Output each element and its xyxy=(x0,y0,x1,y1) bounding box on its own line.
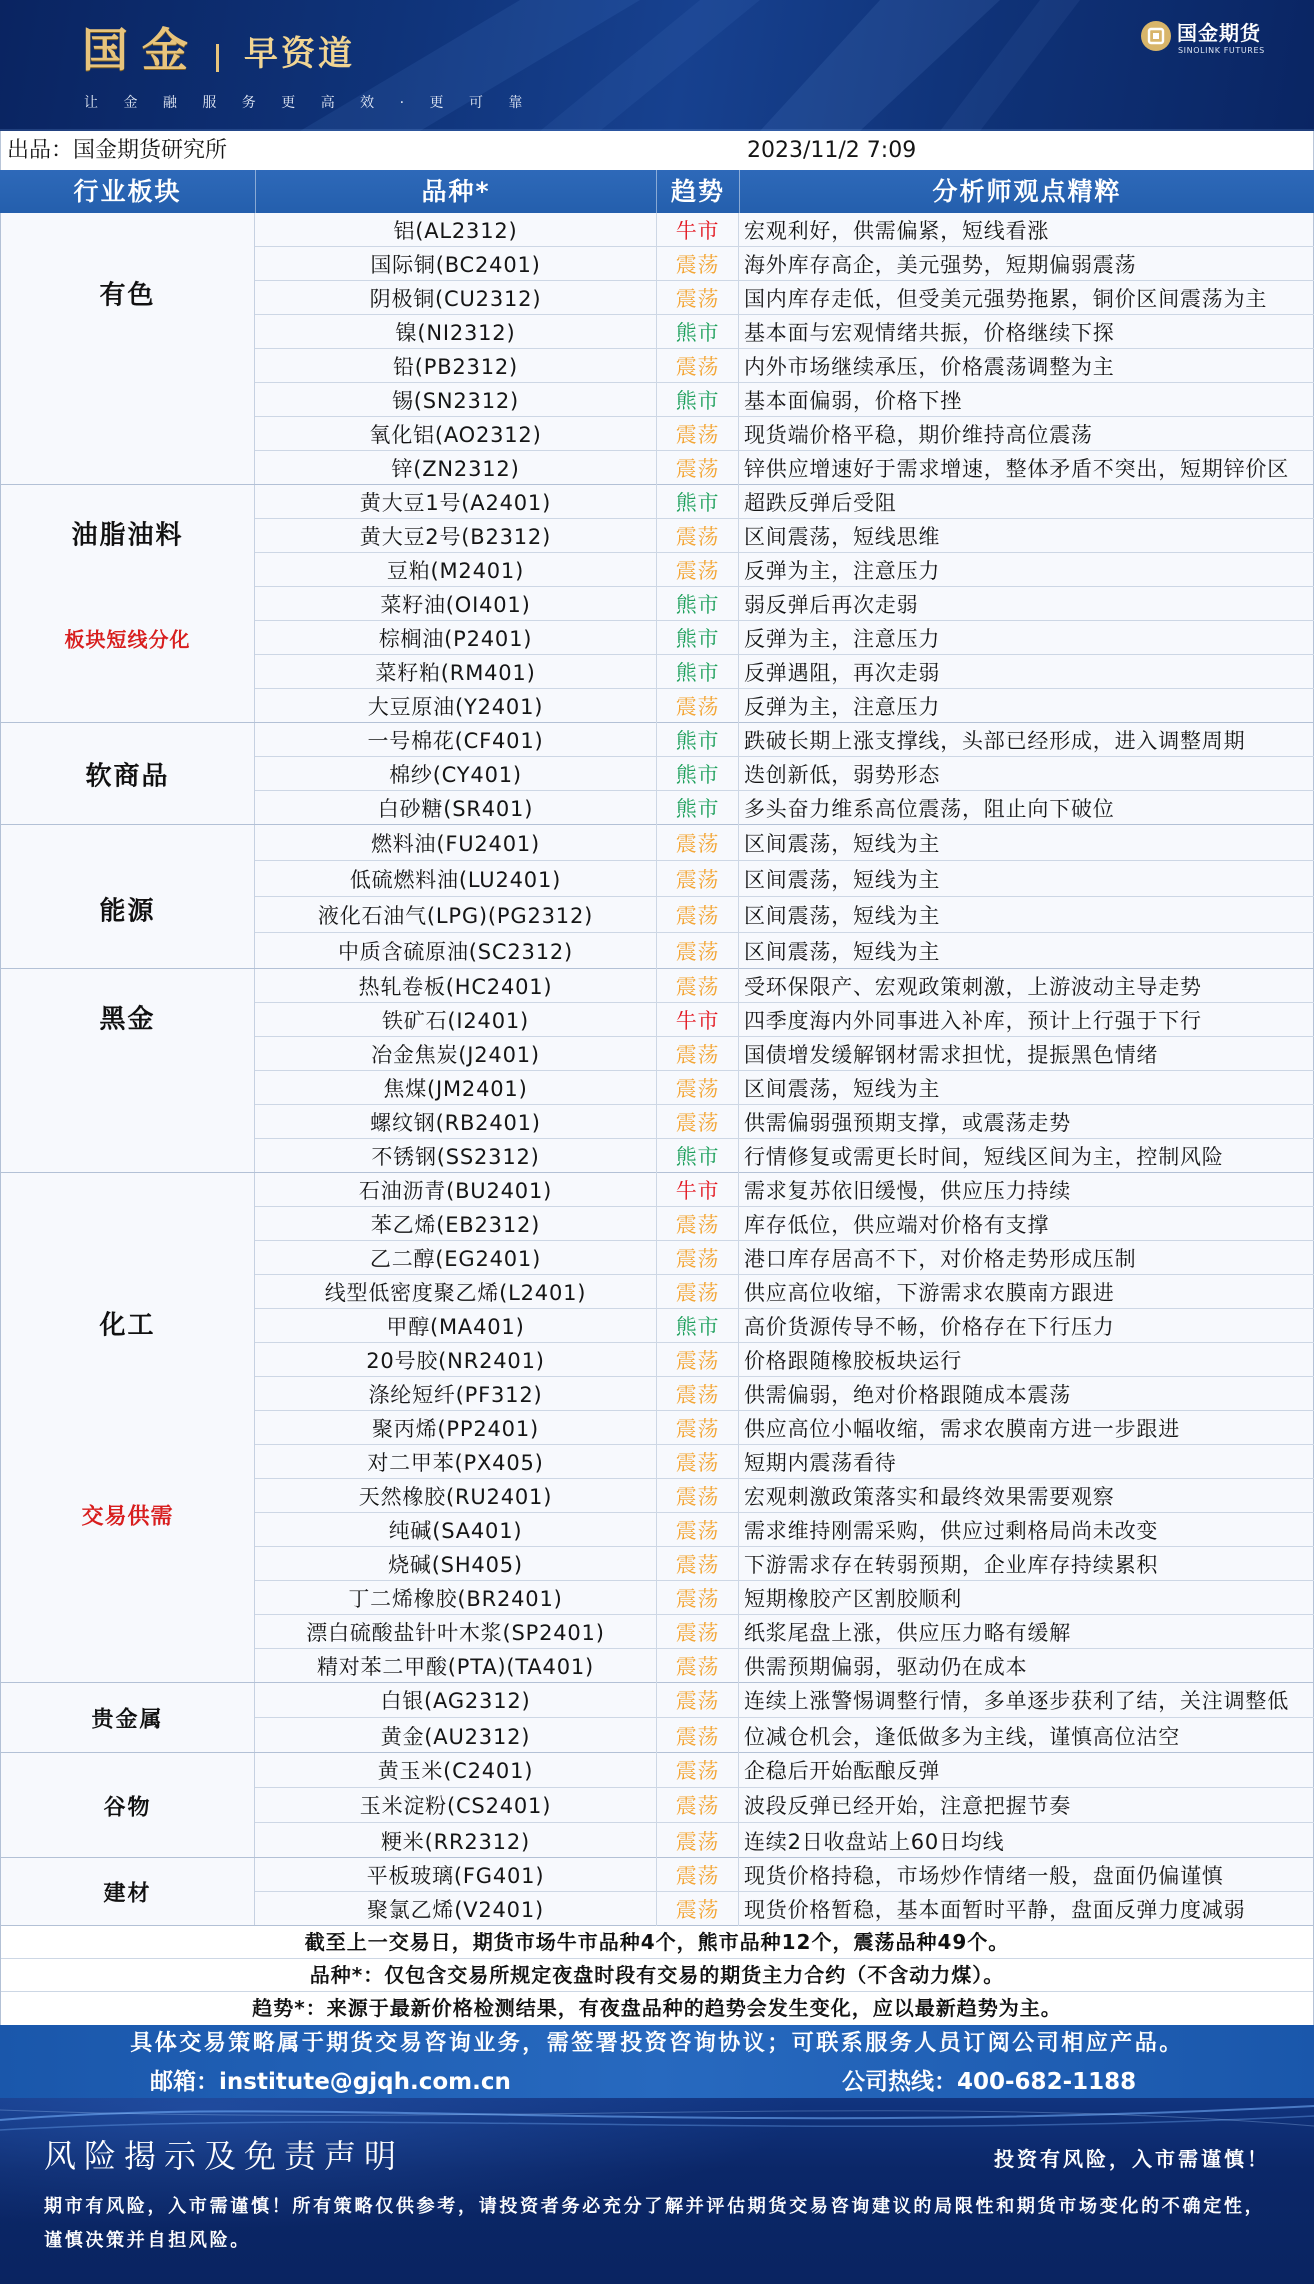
analyst-view-cell: 国内库存走低，但受美元强势拖累，铜价区间震荡为主 xyxy=(739,281,1314,314)
table-row xyxy=(255,861,1314,897)
publish-datetime: 2023/11/2 7:09 xyxy=(747,138,917,163)
table-row xyxy=(255,1615,1314,1649)
product-cell: 锡(SN2312) xyxy=(391,388,520,413)
product-cell: 白砂糖(SR401) xyxy=(377,797,534,821)
trend-cell: 熊市 xyxy=(656,485,739,518)
sector-group xyxy=(0,213,1314,485)
analyst-view-cell: 基本面与宏观情绪共振，价格继续下探 xyxy=(739,315,1314,348)
analyst-view-cell: 行情修复或需更长时间，短线区间为主，控制风险 xyxy=(739,1139,1314,1173)
sector-name: 软商品 xyxy=(85,761,170,792)
table-row xyxy=(255,1411,1314,1445)
table-row xyxy=(255,1547,1314,1581)
table-row xyxy=(255,1241,1314,1275)
sector-note: 板块短线分化 xyxy=(64,627,191,652)
analyst-view-cell: 反弹为主，注意压力 xyxy=(739,553,1314,586)
sinolink-emblem-icon xyxy=(1140,20,1172,52)
trend-cell: 震荡 xyxy=(656,1858,739,1891)
trend-cell: 震荡 xyxy=(656,1071,739,1104)
trend-cell: 震荡 xyxy=(656,861,739,896)
sector-name: 谷物 xyxy=(103,1795,152,1821)
analyst-view-cell: 位减仓机会，逢低做多为主线，谨慎高位沽空 xyxy=(739,1718,1314,1753)
sector-group xyxy=(0,1753,1314,1858)
analyst-view-cell: 连续上涨警惕调整行情，多单逐步获利了结，关注调整低 xyxy=(739,1683,1314,1717)
sector-cell xyxy=(0,1858,255,1925)
trend-cell: 震荡 xyxy=(656,247,739,280)
table-row xyxy=(255,791,1314,825)
trend-cell: 震荡 xyxy=(656,1547,739,1580)
disclaimer-title: 风险揭示及免责声明 xyxy=(44,2137,405,2175)
analyst-view-cell: 海外库存高企，美元强势，短期偏弱震荡 xyxy=(739,247,1314,280)
table-row xyxy=(255,655,1314,689)
sector-group xyxy=(0,723,1314,825)
sector-rows xyxy=(255,723,1314,825)
product-cell: 棉纱(CY401) xyxy=(389,762,522,787)
product-cell: 石油沥青(BU2401) xyxy=(358,1178,553,1203)
analyst-view-cell: 库存低位，供应端对价格有支撑 xyxy=(739,1207,1314,1240)
analyst-view-cell: 连续2日收盘站上60日均线 xyxy=(739,1823,1314,1858)
brand-mark: 国金 xyxy=(82,23,202,77)
product-cell: 国际铜(BC2401) xyxy=(370,252,541,277)
sector-cell xyxy=(0,969,255,1172)
disclaimer-text: 谨慎决策并自担风险。 xyxy=(44,2230,251,2251)
company-name: 国金期货 xyxy=(1177,21,1261,45)
sector-rows xyxy=(255,1753,1314,1858)
column-header-view: 分析师观点精粹 xyxy=(739,170,1314,213)
column-header-product: 品种* xyxy=(255,170,656,213)
trend-cell: 震荡 xyxy=(656,933,739,969)
table-row xyxy=(255,1581,1314,1615)
table-row xyxy=(255,689,1314,723)
product-cell: 精对苯二甲酸(PTA)(TA401) xyxy=(316,1655,595,1679)
table-row xyxy=(255,281,1314,315)
product-footnote: 品种*：仅包含交易所规定夜盘时段有交易的期货主力合约（不含动力煤）。 xyxy=(1,1959,1313,1992)
analyst-view-cell: 区间震荡，短线为主 xyxy=(739,933,1314,969)
analyst-view-cell: 区间震荡，短线为主 xyxy=(739,1071,1314,1104)
product-cell: 不锈钢(SS2312) xyxy=(371,1145,540,1169)
product-cell: 冶金焦炭(J2401) xyxy=(371,1042,540,1067)
analyst-view-cell: 高价货源传导不畅，价格存在下行压力 xyxy=(739,1309,1314,1342)
sector-group xyxy=(0,969,1314,1173)
analyst-view-cell: 现货价格暂稳，基本面暂时平静，盘面反弹力度减弱 xyxy=(739,1892,1314,1926)
trend-cell: 熊市 xyxy=(656,383,739,416)
product-cell: 大豆原油(Y2401) xyxy=(367,695,544,719)
product-cell: 焦煤(JM2401) xyxy=(383,1076,528,1101)
trend-cell: 震荡 xyxy=(656,1513,739,1546)
sector-cell xyxy=(0,1753,255,1857)
analyst-view-cell: 需求维持刚需采购，供应过剩格局尚未改变 xyxy=(739,1513,1314,1546)
table-row xyxy=(255,1513,1314,1547)
table-row xyxy=(255,1309,1314,1343)
trend-cell: 震荡 xyxy=(656,1892,739,1926)
analyst-view-cell: 超跌反弹后受阻 xyxy=(739,485,1314,518)
product-cell: 菜籽粕(RM401) xyxy=(375,660,536,685)
product-cell: 液化石油气(LPG)(PG2312) xyxy=(317,903,594,928)
product-cell: 聚丙烯(PP2401) xyxy=(372,1416,539,1441)
product-cell: 锌(ZN2312) xyxy=(391,457,520,481)
product-cell: 热轧卷板(HC2401) xyxy=(358,974,553,999)
product-cell: 玉米淀粉(CS2401) xyxy=(359,1794,552,1818)
trend-cell: 震荡 xyxy=(656,553,739,586)
product-cell: 乙二醇(EG2401) xyxy=(369,1246,542,1271)
table-row xyxy=(255,1649,1314,1683)
trend-cell: 震荡 xyxy=(656,1479,739,1512)
table-row xyxy=(255,383,1314,417)
sector-cell xyxy=(0,1173,255,1682)
sector-rows xyxy=(255,1683,1314,1753)
analyst-view-cell: 多头奋力维系高位震荡，阻止向下破位 xyxy=(739,791,1314,825)
analyst-view-cell: 区间震荡，短线为主 xyxy=(739,861,1314,896)
product-cell: 低硫燃料油(LU2401) xyxy=(349,867,562,892)
analyst-view-cell: 港口库存居高不下，对价格走势形成压制 xyxy=(739,1241,1314,1274)
table-row xyxy=(255,1275,1314,1309)
analyst-view-cell: 供需偏弱强预期支撑，或震荡走势 xyxy=(739,1105,1314,1138)
trend-cell: 熊市 xyxy=(656,621,739,654)
trend-cell: 熊市 xyxy=(656,315,739,348)
disclaimer-text: 期市有风险，入市需谨慎！所有策略仅供参考，请投资者务必充分了解并评估期货交易咨询建议的局限性和期货市场变化的不确定性， xyxy=(44,2196,1266,2217)
analyst-view-cell: 供应高位收缩，下游需求农膜南方跟进 xyxy=(739,1275,1314,1308)
product-cell: 黄大豆1号(A2401) xyxy=(359,490,552,515)
product-cell: 中质含硫原油(SC2312) xyxy=(337,940,574,964)
table-row xyxy=(255,1892,1314,1926)
risk-disclaimer-footer xyxy=(0,2098,1314,2284)
sector-name: 建材 xyxy=(103,1881,152,1907)
table-row xyxy=(255,1788,1314,1823)
product-cell: 豆粕(M2401) xyxy=(386,558,525,583)
product-cell: 铁矿石(I2401) xyxy=(381,1008,530,1033)
analyst-view-cell: 纸浆尾盘上涨，供应压力略有缓解 xyxy=(739,1615,1314,1648)
table-row xyxy=(255,757,1314,791)
analyst-view-cell: 反弹为主，注意压力 xyxy=(739,621,1314,654)
trend-cell: 震荡 xyxy=(656,825,739,860)
trend-cell: 震荡 xyxy=(656,1275,739,1308)
analyst-view-cell: 需求复苏依旧缓慢，供应压力持续 xyxy=(739,1173,1314,1206)
product-cell: 丁二烯橡胶(BR2401) xyxy=(348,1586,563,1611)
market-count-summary: 截至上一交易日，期货市场牛市品种4个，熊市品种12个，震荡品种49个。 xyxy=(1,1926,1313,1959)
product-cell: 天然橡胶(RU2401) xyxy=(358,1484,553,1509)
table-row xyxy=(255,451,1314,485)
product-cell: 漂白硫酸盐针叶木浆(SP2401) xyxy=(306,1620,605,1645)
product-cell: 铝(AL2312) xyxy=(393,218,518,243)
product-cell: 一号棉花(CF401) xyxy=(367,728,544,753)
table-row xyxy=(255,1718,1314,1753)
table-row xyxy=(255,315,1314,349)
product-cell: 白银(AG2312) xyxy=(380,1689,531,1713)
product-cell: 涤纶短纤(PF312) xyxy=(368,1382,543,1407)
analyst-view-cell: 四季度海内外同事进入补库，预计上行强于下行 xyxy=(739,1003,1314,1036)
product-cell: 甲醇(MA401) xyxy=(386,1314,525,1339)
trend-cell: 震荡 xyxy=(656,1649,739,1683)
analyst-view-cell: 下游需求存在转弱预期，企业库存持续累积 xyxy=(739,1547,1314,1580)
product-cell: 阴极铜(CU2312) xyxy=(369,286,542,311)
trend-cell: 熊市 xyxy=(656,723,739,756)
tagline: 让 金 融 服 务 更 高 效 · 更 可 靠 xyxy=(84,95,533,111)
sector-name: 油脂油料 xyxy=(71,520,184,551)
sector-rows xyxy=(255,825,1314,969)
header-banner xyxy=(0,0,1314,131)
trend-cell: 熊市 xyxy=(656,757,739,790)
table-row xyxy=(255,1858,1314,1892)
company-name-en: SINOLINK FUTURES xyxy=(1178,46,1265,55)
trend-cell: 震荡 xyxy=(656,1105,739,1138)
table-row xyxy=(255,1823,1314,1858)
table-header xyxy=(0,170,1314,213)
trend-cell: 震荡 xyxy=(656,1683,739,1717)
product-cell: 聚氯乙烯(V2401) xyxy=(367,1898,544,1922)
table-row xyxy=(255,621,1314,655)
table-row xyxy=(255,1071,1314,1105)
trend-cell: 震荡 xyxy=(656,1207,739,1240)
analyst-view-cell: 反弹遇阻，再次走弱 xyxy=(739,655,1314,688)
analyst-view-cell: 短期内震荡看待 xyxy=(739,1445,1314,1478)
analyst-view-cell: 现货价格持稳，市场炒作情绪一般，盘面仍偏谨慎 xyxy=(739,1858,1314,1891)
table-row xyxy=(255,1445,1314,1479)
product-cell: 菜籽油(OI401) xyxy=(380,592,531,617)
brand-name: 早资道 xyxy=(244,34,355,74)
table-row xyxy=(255,1003,1314,1037)
trend-cell: 震荡 xyxy=(656,1445,739,1478)
trend-cell: 震荡 xyxy=(656,969,739,1002)
analyst-view-cell: 基本面偏弱，价格下挫 xyxy=(739,383,1314,416)
trend-cell: 震荡 xyxy=(656,897,739,932)
analyst-view-cell: 国债增发缓解钢材需求担忧，提振黑色情绪 xyxy=(739,1037,1314,1070)
analyst-view-cell: 短期橡胶产区割胶顺利 xyxy=(739,1581,1314,1614)
trend-cell: 震荡 xyxy=(656,1788,739,1822)
product-cell: 黄大豆2号(B2312) xyxy=(359,524,552,549)
table-row xyxy=(255,1683,1314,1718)
sector-group xyxy=(0,1683,1314,1753)
sector-name: 有色 xyxy=(99,280,156,311)
trend-cell: 牛市 xyxy=(656,213,739,246)
table-row xyxy=(255,1037,1314,1071)
analyst-view-cell: 内外市场继续承压，价格震荡调整为主 xyxy=(739,349,1314,382)
analyst-view-cell: 迭创新低，弱势形态 xyxy=(739,757,1314,790)
analyst-view-cell: 现货端价格平稳，期价维持高位震荡 xyxy=(739,417,1314,450)
analyst-view-cell: 供需偏弱，绝对价格跟随成本震荡 xyxy=(739,1377,1314,1410)
product-cell: 氧化铝(AO2312) xyxy=(369,422,542,447)
column-header-sector: 行业板块 xyxy=(73,177,182,206)
analyst-view-cell: 区间震荡，短线为主 xyxy=(739,897,1314,932)
table-row xyxy=(255,1105,1314,1139)
trend-cell: 震荡 xyxy=(656,1615,739,1648)
trend-cell: 震荡 xyxy=(656,689,739,723)
trend-cell: 牛市 xyxy=(656,1003,739,1036)
sector-rows xyxy=(255,485,1314,723)
sector-note: 交易供需 xyxy=(81,1504,174,1530)
trend-cell: 熊市 xyxy=(656,1309,739,1342)
analyst-view-cell: 价格跟随橡胶板块运行 xyxy=(739,1343,1314,1376)
trend-cell: 震荡 xyxy=(656,281,739,314)
contact-hotline: 公司热线：400-682-1188 xyxy=(842,2069,1137,2095)
analyst-view-cell: 供应高位小幅收缩，需求农膜南方进一步跟进 xyxy=(739,1411,1314,1444)
sector-name: 能源 xyxy=(99,896,156,927)
producer-label: 出品：国金期货研究所 xyxy=(7,138,228,163)
analyst-view-cell: 宏观利好，供需偏紧，短线看涨 xyxy=(739,213,1314,246)
sector-name: 化工 xyxy=(99,1310,156,1341)
info-row xyxy=(0,131,1314,170)
table-row xyxy=(255,1377,1314,1411)
product-cell: 线型低密度聚乙烯(L2401) xyxy=(324,1280,587,1305)
analyst-view-cell: 供需预期偏弱，驱动仍在成本 xyxy=(739,1649,1314,1683)
sector-cell xyxy=(0,723,255,824)
product-cell: 棕榈油(P2401) xyxy=(378,626,533,651)
sector-group xyxy=(0,825,1314,969)
light-arcs-decoration xyxy=(0,2098,1314,2284)
sector-group xyxy=(0,1173,1314,1683)
trend-cell: 震荡 xyxy=(656,1037,739,1070)
sector-rows xyxy=(255,1858,1314,1926)
table-row xyxy=(255,553,1314,587)
sector-rows xyxy=(255,213,1314,485)
sector-group xyxy=(0,1858,1314,1926)
trend-cell: 震荡 xyxy=(656,417,739,450)
risk-slogan: 投资有风险，入市需谨慎！ xyxy=(994,2147,1270,2171)
analyst-view-cell: 区间震荡，短线为主 xyxy=(739,825,1314,860)
product-cell: 平板玻璃(FG401) xyxy=(366,1863,545,1888)
table-row xyxy=(255,1139,1314,1173)
product-cell: 黄金(AU2312) xyxy=(380,1724,531,1749)
table-row xyxy=(255,1753,1314,1788)
trend-cell: 震荡 xyxy=(656,1581,739,1614)
trend-cell: 震荡 xyxy=(656,451,739,485)
trend-cell: 震荡 xyxy=(656,1718,739,1753)
table-row xyxy=(255,969,1314,1003)
sector-cell xyxy=(0,1683,255,1752)
contact-notice xyxy=(0,2025,1314,2098)
analyst-view-cell: 锌供应增速好于需求增速，整体矛盾不突出，短期锌价区 xyxy=(739,451,1314,485)
trend-cell: 熊市 xyxy=(656,1139,739,1173)
analyst-view-cell: 区间震荡，短线思维 xyxy=(739,519,1314,552)
product-cell: 黄玉米(C2401) xyxy=(377,1759,534,1783)
trend-cell: 震荡 xyxy=(656,1241,739,1274)
table-row xyxy=(255,485,1314,519)
product-cell: 铅(PB2312) xyxy=(392,354,519,379)
sector-cell xyxy=(0,485,255,722)
table-row xyxy=(255,1479,1314,1513)
sector-cell xyxy=(0,825,255,968)
column-header-trend: 趋势 xyxy=(656,170,739,213)
table-row xyxy=(255,349,1314,383)
product-cell: 纯碱(SA401) xyxy=(388,1518,523,1543)
product-cell: 20号胶(NR2401) xyxy=(366,1348,545,1373)
trend-cell: 震荡 xyxy=(656,1411,739,1444)
analyst-view-cell: 弱反弹后再次走弱 xyxy=(739,587,1314,620)
table-row xyxy=(255,519,1314,553)
table-row xyxy=(255,1207,1314,1241)
trend-cell: 熊市 xyxy=(656,791,739,825)
table-row xyxy=(255,897,1314,933)
analyst-view-cell: 宏观刺激政策落实和最终效果需要观察 xyxy=(739,1479,1314,1512)
product-cell: 螺纹钢(RB2401) xyxy=(370,1110,541,1135)
analyst-view-cell: 企稳后开始酝酿反弹 xyxy=(739,1753,1314,1787)
trend-cell: 震荡 xyxy=(656,1343,739,1376)
trend-cell: 震荡 xyxy=(656,519,739,552)
trend-cell: 震荡 xyxy=(656,1753,739,1787)
trend-cell: 震荡 xyxy=(656,1377,739,1410)
strategy-notice: 具体交易策略属于期货交易咨询业务，需签署投资咨询协议；可联系服务人员订阅公司相应产品。 xyxy=(130,2031,1184,2056)
trend-cell: 震荡 xyxy=(656,349,739,382)
contact-email: 邮箱：institute@gjqh.com.cn xyxy=(150,2069,511,2095)
analyst-view-cell: 反弹为主，注意压力 xyxy=(739,689,1314,723)
sector-group xyxy=(0,485,1314,723)
product-cell: 对二甲苯(PX405) xyxy=(367,1450,544,1475)
table-row xyxy=(255,1343,1314,1377)
sector-name: 贵金属 xyxy=(91,1707,164,1733)
trend-cell: 震荡 xyxy=(656,1823,739,1858)
analyst-view-cell: 受环保限产、宏观政策刺激，上游波动主导走势 xyxy=(739,969,1314,1002)
trend-cell: 熊市 xyxy=(656,655,739,688)
table-row xyxy=(255,1173,1314,1207)
analyst-view-cell: 跌破长期上涨支撑线，头部已经形成，进入调整周期 xyxy=(739,723,1314,756)
analyst-view-cell: 波段反弹已经开始，注意把握节奏 xyxy=(739,1788,1314,1822)
sector-rows xyxy=(255,1173,1314,1683)
table-row xyxy=(255,247,1314,281)
sector-cell xyxy=(0,213,255,484)
product-cell: 苯乙烯(EB2312) xyxy=(370,1212,541,1237)
table-row xyxy=(255,723,1314,757)
trend-cell: 牛市 xyxy=(656,1173,739,1206)
table-row xyxy=(255,417,1314,451)
table-row xyxy=(255,933,1314,969)
product-cell: 烧碱(SH405) xyxy=(388,1552,523,1577)
sector-name: 黑金 xyxy=(99,1004,156,1035)
product-cell: 粳米(RR2312) xyxy=(380,1829,530,1854)
sector-rows xyxy=(255,969,1314,1173)
table-row xyxy=(255,213,1314,247)
summary-notes xyxy=(0,1926,1314,2025)
trend-cell: 熊市 xyxy=(656,587,739,620)
product-cell: 燃料油(FU2401) xyxy=(370,831,541,856)
table-row xyxy=(255,587,1314,621)
brand-divider xyxy=(216,44,219,72)
table-row xyxy=(255,825,1314,861)
product-cell: 镍(NI2312) xyxy=(395,320,516,345)
table-body xyxy=(0,213,1314,1926)
trend-footnote: 趋势*：来源于最新价格检测结果，有夜盘品种的趋势会发生变化，应以最新趋势为主。 xyxy=(252,1996,1062,2020)
